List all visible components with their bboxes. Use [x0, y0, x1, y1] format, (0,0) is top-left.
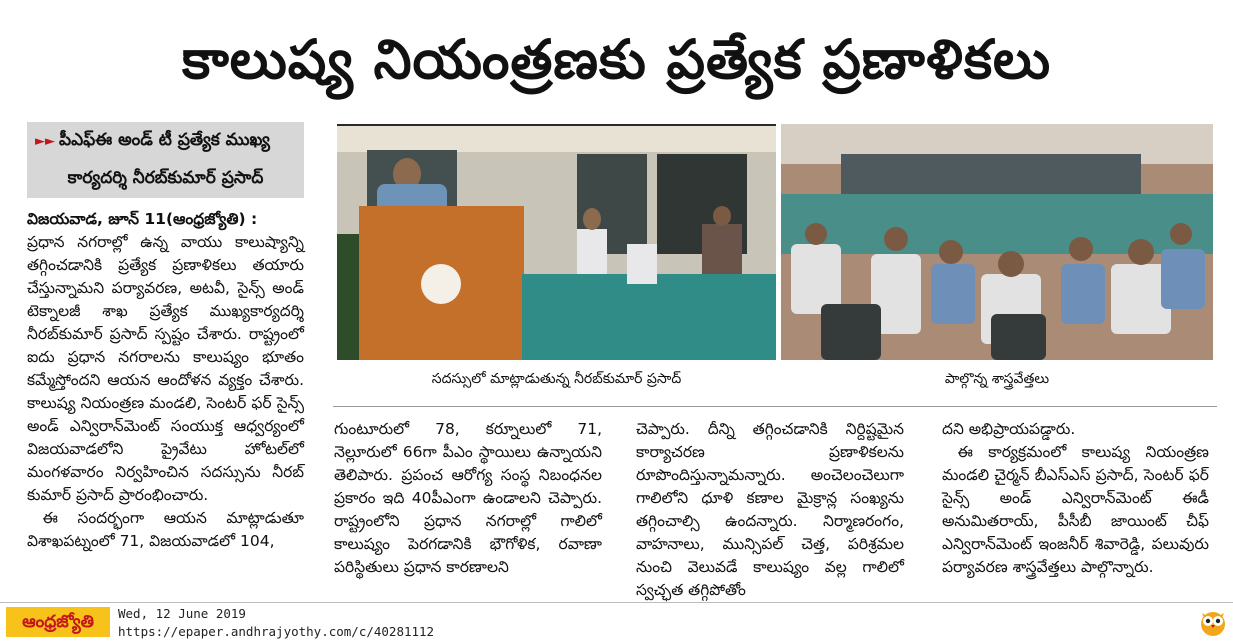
subheadline-box: [27, 122, 304, 198]
edition-date: Wed, 12 June 2019: [118, 606, 246, 621]
caption-divider: [333, 406, 1217, 407]
caption-speaker: సదస్సులో మాట్లాడుతున్న నీరబ్‌కుమార్‌ ప్రసాద్‌: [431, 371, 682, 387]
headline: కాలుష్య నియంత్రణకు ప్రత్యేక ప్రణాళికలు: [181, 28, 1052, 91]
subheadline-line-2: కార్యదర్శి నీరబ్‌కుమార్‌ ప్రసాద్‌: [67, 168, 264, 188]
article-column-3: చెప్పారు. దీన్ని తగ్గించడానికి నిర్దిష్టమైన కార్యాచరణ ప్రణాళికలను రూపొందిస్తున్నామన్నారు. అంచెలంచెలుగా గాలిలోని ధూళి కణాల మైక్రాన్ల సంఖ్యను తగ్గించాల్సి ఉందన్నారు. నిర్మాణరంగం, వాహనాలు, మున్సిపల్‌ చెత్త, పరిశ్రమల నుంచి వెలువడే కాలుష్యం వల్ల గాలిలో స్వచ్ఛత తగ్గిపోతోం: [636, 420, 904, 599]
paragraph-closing: దని అభిప్రాయపడ్డారు.: [942, 420, 1076, 438]
photo-audience-image: [781, 124, 1213, 360]
double-chevron-icon: ►►: [35, 134, 55, 149]
photo-audience: [781, 124, 1213, 360]
article-column-2: గుంటూరులో 78, కర్నూలులో 71, నెల్లూరులో 66గా పీఎం స్థాయిలు ఉన్నాయని తెలిపారు. ప్రపంచ ఆరోగ్య సంస్థ నిబంధనల ప్రకారం ఇది 40పీఎంగా ఉండాలని చెప్పారు. రాష్ట్రంలోని ప్రధాన నగరాల్లో గాలిలో కాలుష్యం పెరగడానికి భౌగోళిక, రవాణా పరిస్థితులు ప్రధాన కారణాలని: [334, 420, 602, 576]
footer-divider: [0, 602, 1233, 603]
paragraph-1: ప్రధాన నగరాల్లో ఉన్న వాయు కాలుష్యాన్ని తగ్గించడానికి ప్రత్యేక ప్రణాళికలు తయారు చేస్తున్నామని పర్యావరణ, అటవీ, సైన్స్‌ అండ్‌ టెక్నాలజీ శాఖ ప్రత్యేక ముఖ్యకార్యదర్శి నీరబ్‌కుమార్‌ ప్రసాద్‌ స్పష్టం చేశారు. రాష్ట్రంలో ఐదు ప్రధాన నగరాలను కాలుష్యం భూతం కమ్మేస్తోందని ఆయన ఆందోళన వ్యక్తం చేశారు. కాలుష్య నియంత్రణ మండలి, సెంటర్‌ ఫర్‌ సైన్స్‌ అండ్‌ ఎన్విరాన్‌మెంట్‌ సంయుక్త ఆధ్వర్యంలో విజయవాడలోని ప్రైవేటు హోటల్‌లో మంగళవారం నిర్వహించిన సదస్సును నీరబ్‌ కుమార్‌ ప్రసాద్‌ ప్రారంభించారు.: [27, 233, 304, 504]
article-column-4: [942, 418, 1209, 584]
epaper-url[interactable]: https://epaper.andhrajyothy.com/c/40281112: [118, 624, 435, 639]
caption-audience: పాల్గొన్న శాస్త్రవేత్తలు: [944, 371, 1050, 387]
photo-speaker-image: [337, 124, 776, 360]
subheadline-text-1: పీఎఫ్‌ఈ అండ్‌ టీ ప్రత్యేక ముఖ్య: [59, 130, 270, 150]
andhrajyothy-logo[interactable]: ఆంధ్రజ్యోతి: [6, 607, 110, 637]
owl-icon: [1199, 607, 1227, 637]
dateline: విజయవాడ, జూన్‌ 11(ఆంధ్రజ్యోతి) :: [27, 210, 258, 228]
paragraph-attendees: ఈ కార్యక్రమంలో కాలుష్య నియంత్రణ మండలి చైర్మన్‌ బీఎస్‌ఎస్‌ ప్రసాద్‌, సెంటర్‌ ఫర్‌ సైన్స్‌ అండ్‌ ఎన్విరాన్‌మెంట్‌ ఈడీ అనుమితరాయ్‌, పీసీబీ జాయింట్‌ చీఫ్‌ ఎన్విరాన్‌మెంట్‌ ఇంజనీర్‌ శివారెడ్డి, పలువురు పర్యావరణ శాస్త్రవేత్తలు పాల్గొన్నారు.: [942, 443, 1209, 576]
paragraph-2: ఈ సందర్భంగా ఆయన మాట్లాడుతూ విశాఖపట్నంలో 71, విజయవాడలో 104,: [27, 509, 304, 550]
subheadline-line-1: [27, 122, 304, 160]
article-column-1: [27, 208, 304, 584]
photo-speaker: [337, 124, 776, 360]
